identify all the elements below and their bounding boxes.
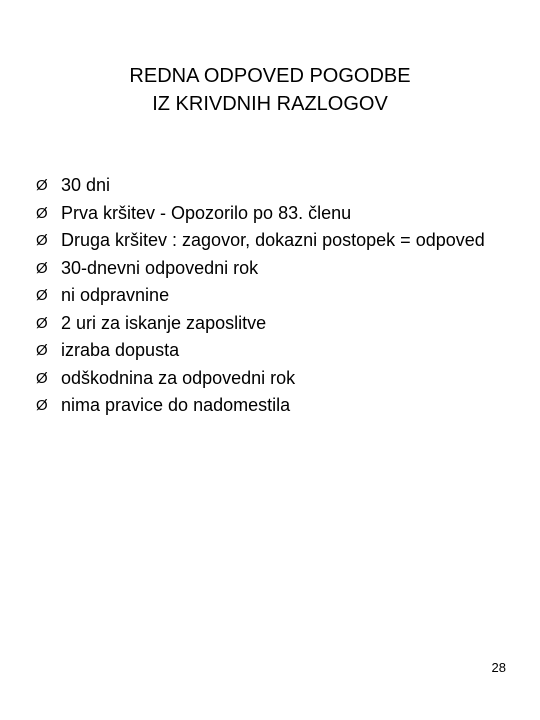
title-line-2: IZ KRIVDNIH RAZLOGOV	[152, 93, 388, 115]
list-item	[36, 365, 506, 393]
bullet-text: 2 uri za iskanje zaposlitve	[61, 312, 267, 333]
arrow-bullet-icon: Ø	[36, 287, 48, 304]
bullet-text: 30-dnevni odpovedni rok	[61, 257, 259, 278]
bullet-list	[36, 172, 506, 420]
arrow-bullet-icon: Ø	[36, 397, 48, 414]
bullet-text: Druga kršitev : zagovor, dokazni postopek = odpoved	[61, 230, 485, 250]
title-line-1: REDNA ODPOVED POGODBE	[129, 65, 411, 87]
arrow-bullet-icon: Ø	[36, 204, 48, 222]
arrow-bullet-icon: Ø	[36, 314, 48, 332]
slide-title	[0, 62, 540, 118]
arrow-bullet-icon: Ø	[36, 342, 48, 359]
list-item	[36, 282, 506, 310]
list-item	[36, 392, 506, 420]
arrow-bullet-icon: Ø	[36, 177, 48, 194]
list-item	[36, 200, 506, 228]
list-item	[36, 172, 506, 200]
bullet-text: odškodnina za odpovedni rok	[61, 367, 296, 388]
arrow-bullet-icon: Ø	[36, 369, 48, 387]
list-item	[36, 310, 506, 338]
bullet-text: nima pravice do nadomestila	[61, 395, 291, 415]
bullet-text: Prva kršitev - Opozorilo po 83. členu	[61, 202, 352, 223]
list-item	[36, 227, 506, 255]
arrow-bullet-icon: Ø	[36, 232, 48, 249]
bullet-text: ni odpravnine	[61, 285, 170, 305]
bullet-text: 30 dni	[61, 175, 111, 195]
list-item	[36, 255, 506, 283]
page-number: 28	[491, 660, 506, 675]
list-item	[36, 337, 506, 365]
arrow-bullet-icon: Ø	[36, 259, 48, 277]
bullet-text: izraba dopusta	[61, 340, 180, 360]
